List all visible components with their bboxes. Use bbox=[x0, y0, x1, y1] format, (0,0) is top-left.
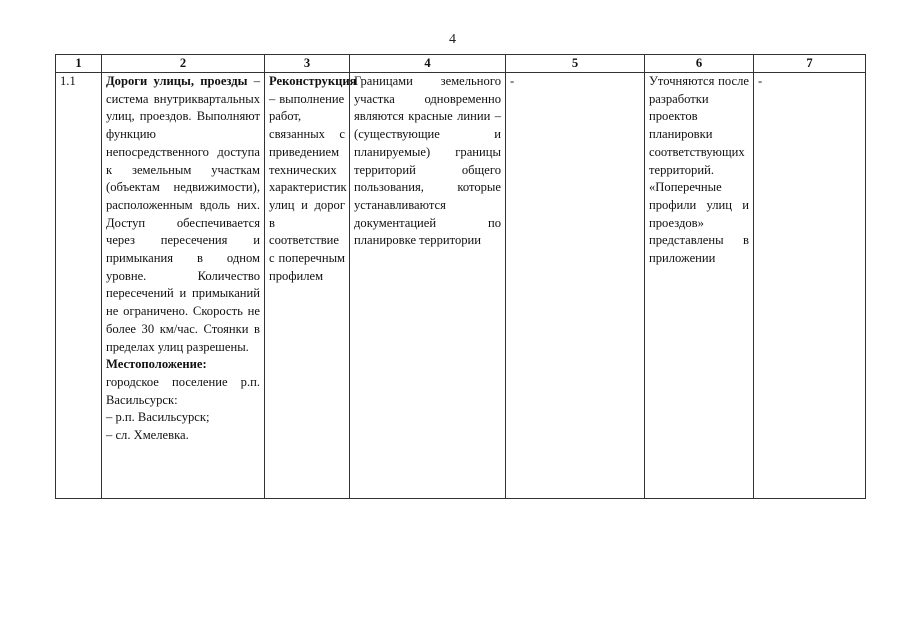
row-number-cell: 1.1 bbox=[56, 73, 102, 499]
object-title: Дороги улицы, проезды bbox=[106, 74, 248, 88]
zoning-table bbox=[55, 54, 866, 499]
work-type-cell bbox=[265, 73, 357, 499]
object-description-cell bbox=[102, 73, 265, 499]
work-type-title: Реконструкция bbox=[269, 74, 357, 88]
header-cell-7: 7 bbox=[754, 55, 866, 73]
location-item: – р.п. Васильсурск; bbox=[106, 410, 210, 425]
page-number: 4 bbox=[449, 32, 456, 47]
work-type-description: – выполнение работ, связанных с приведением технических характеристик улиц и дорог в соответствие с поперечным профилем bbox=[269, 91, 347, 283]
notes-cell bbox=[645, 73, 754, 499]
header-row bbox=[56, 55, 866, 73]
location-text: городское поселение р.п. Васильсурск: bbox=[106, 374, 260, 407]
object-description: – система внутриквартальных улиц, проездов. Выполняют функцию непосредственного доступа к земельным участкам (объектам недвижимости), расположенным вдоль них. Доступ обеспечивается через пересечения и примыкания в одном уровне. Количество пересечений и примыканий не ограничено. Скорость не более 30 км/час. Стоянки в пределах улиц разрешены. bbox=[106, 74, 260, 354]
boundaries-cell: Границами земельного участка одновременно являются красные линии – (существующие и планируемые) границы территорий общего пользования, которые устанавливаются документацией по планировке территории bbox=[350, 73, 506, 499]
header-cell-2: 2 bbox=[102, 55, 265, 73]
notes-text-1: Уточняются после разработки проектов планировки соответствующих территорий. bbox=[649, 74, 749, 177]
header-cell-6: 6 bbox=[645, 55, 754, 73]
location-item: – сл. Хмелевка. bbox=[106, 428, 189, 443]
header-cell-4: 4 bbox=[350, 55, 506, 73]
table-row bbox=[56, 73, 866, 499]
notes-text-2: «Поперечные профили улиц и проездов» представлены в приложении bbox=[649, 180, 749, 266]
header-cell-1: 1 bbox=[56, 55, 102, 73]
header-cell-5: 5 bbox=[506, 55, 645, 73]
header-cell-3: 3 bbox=[265, 55, 350, 73]
location-label: Местоположение: bbox=[106, 357, 207, 372]
column-7-cell: - bbox=[754, 73, 866, 499]
column-5-cell: - bbox=[506, 73, 645, 499]
